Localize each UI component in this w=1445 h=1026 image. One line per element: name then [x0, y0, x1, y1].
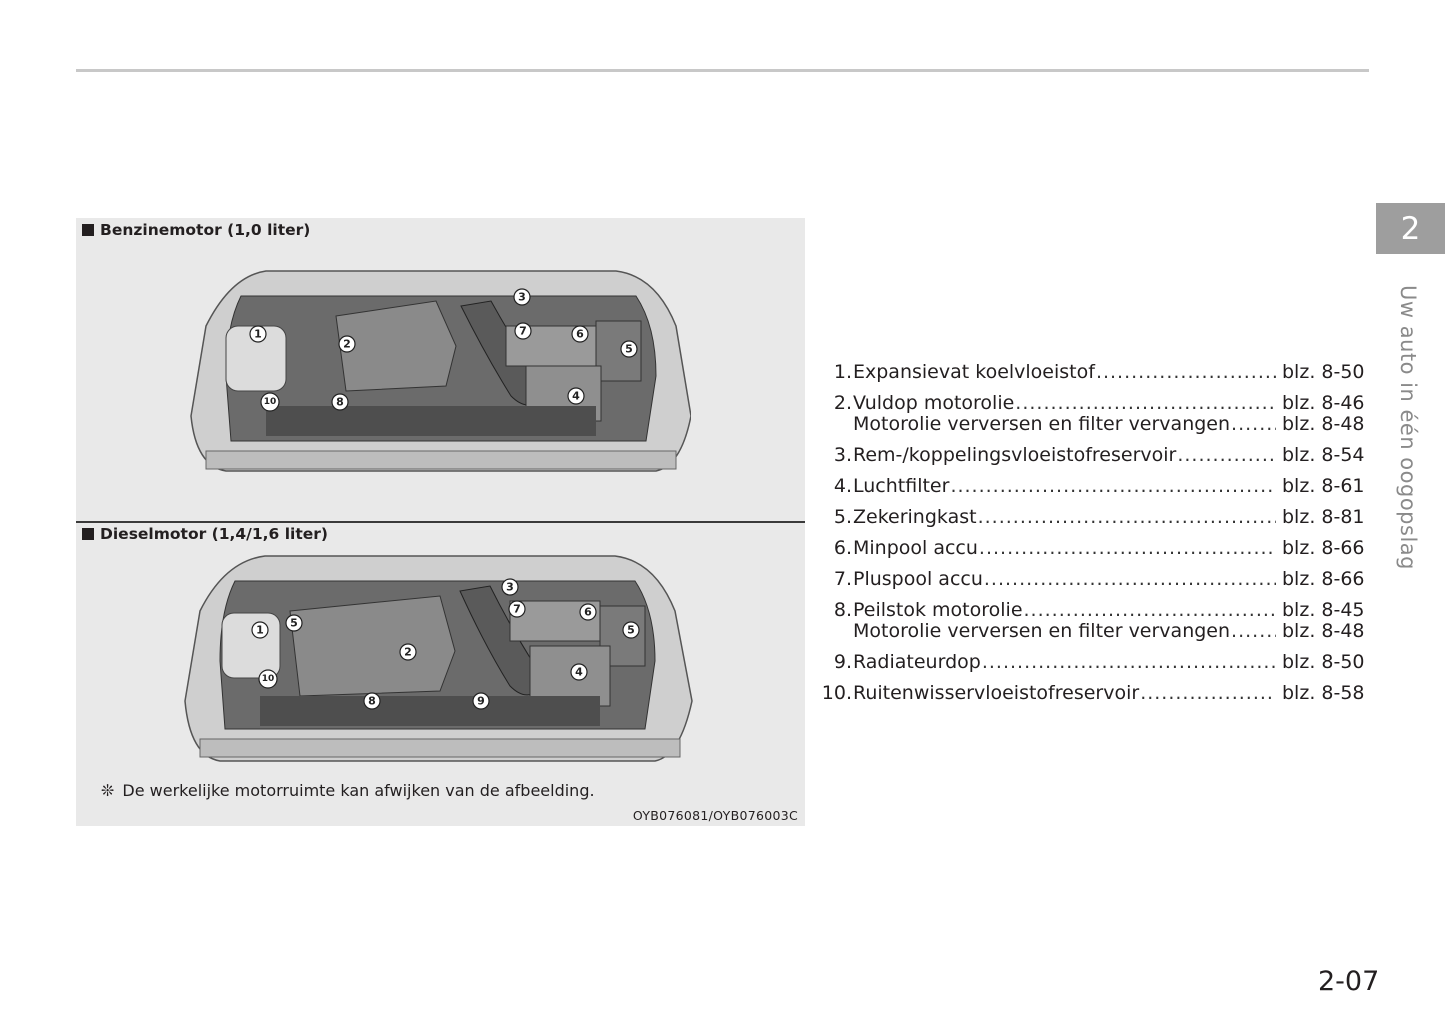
svg-text:3: 3 [506, 580, 514, 594]
diesel-engine-heading [82, 525, 328, 543]
list-item-label: Zekeringkast [853, 506, 977, 528]
page-number: 2-07 [1318, 966, 1380, 997]
page-reference: blz. 8-54 [1282, 444, 1365, 466]
svg-text:7: 7 [513, 602, 521, 616]
svg-text:4: 4 [575, 665, 583, 679]
svg-text:2: 2 [404, 645, 412, 659]
list-item: 4. Luchtfilter ..... blz. 8-61 [814, 476, 1364, 497]
figure-note [101, 781, 595, 800]
list-item: 1. Expansievat koelvloeistof ..... blz. 8-50 [814, 362, 1364, 383]
petrol-engine-heading-text: Benzinemotor (1,0 liter) [100, 221, 311, 239]
svg-text:8: 8 [368, 694, 376, 708]
square-bullet-icon [82, 224, 94, 236]
page-reference: blz. 8-48 [1282, 413, 1365, 435]
list-item-label: Minpool accu [853, 537, 978, 559]
list-item: 9. Radiateurdop ..... blz. 8-50 [814, 652, 1364, 673]
list-item: 7. Pluspool accu ..... blz. 8-66 [814, 569, 1364, 590]
list-item: 8. Peilstok motorolie ..... blz. 8-45 Motorolie verversen en filter vervangen ..... blz. 8-48 [814, 600, 1364, 642]
svg-text:1: 1 [256, 623, 264, 637]
petrol-engine-heading [82, 221, 310, 239]
list-item-sub-label: Motorolie verversen en filter vervangen [853, 413, 1231, 435]
list-item-label: Vuldop motorolie [853, 392, 1015, 414]
list-item: 2. Vuldop motorolie ..... blz. 8-46 Motorolie verversen en filter vervangen ..... blz. 8-48 [814, 393, 1364, 435]
list-item-label: Radiateurdop [853, 651, 981, 673]
petrol-engine-illustration [186, 266, 691, 488]
svg-text:4: 4 [572, 389, 580, 403]
svg-text:5: 5 [625, 342, 633, 356]
figure-code: OYB076081/OYB076003C [632, 808, 798, 823]
page-reference: blz. 8-66 [1282, 568, 1365, 590]
list-item-label: Peilstok motorolie [853, 599, 1023, 621]
asterisk-icon: ❊ [101, 781, 115, 800]
page-reference: blz. 8-58 [1282, 682, 1365, 704]
svg-text:6: 6 [576, 327, 584, 341]
component-list [814, 362, 1364, 714]
svg-text:10: 10 [263, 397, 277, 407]
page-reference: blz. 8-61 [1282, 475, 1365, 497]
page-reference: blz. 8-50 [1282, 361, 1365, 383]
chapter-tab: 2 [1376, 203, 1445, 254]
list-item-sub-label: Motorolie verversen en filter vervangen [853, 620, 1231, 642]
page-reference: blz. 8-81 [1282, 506, 1365, 528]
page-reference: blz. 8-50 [1282, 651, 1365, 673]
section-divider [76, 521, 805, 523]
list-item: 3. Rem-/koppelingsvloeistofreservoir ..... blz. 8-54 [814, 445, 1364, 466]
svg-text:8: 8 [336, 395, 344, 409]
list-item: 6. Minpool accu ..... blz. 8-66 [814, 538, 1364, 559]
svg-text:5: 5 [627, 623, 635, 637]
diesel-engine-heading-text: Dieselmotor (1,4/1,6 liter) [100, 525, 328, 543]
figure-note-text: De werkelijke motorruimte kan afwijken van de afbeelding. [122, 781, 595, 800]
list-item-label: Expansievat koelvloeistof [853, 361, 1095, 383]
svg-text:2: 2 [343, 337, 351, 351]
list-item: 5. Zekeringkast ..... blz. 8-81 [814, 507, 1364, 528]
page-reference: blz. 8-48 [1282, 620, 1365, 642]
list-item-label: Pluspool accu [853, 568, 983, 590]
list-item-label: Rem-/koppelingsvloeistofreservoir [853, 444, 1177, 466]
square-bullet-icon [82, 528, 94, 540]
svg-text:1: 1 [254, 327, 262, 341]
svg-text:9: 9 [477, 694, 485, 708]
diesel-engine-illustration [180, 551, 695, 776]
page-reference: blz. 8-45 [1282, 599, 1365, 621]
list-item: 10. Ruitenwisservloeistofreservoir ..... blz. 8-58 [814, 683, 1364, 704]
chapter-title: Uw auto in één oogopslag [1396, 285, 1420, 570]
svg-text:5: 5 [290, 616, 298, 630]
engine-figure-panel [76, 218, 805, 826]
svg-text:10: 10 [261, 674, 275, 684]
list-item-label: Ruitenwisservloeistofreservoir [853, 682, 1140, 704]
svg-text:3: 3 [518, 290, 526, 304]
svg-text:7: 7 [519, 324, 527, 338]
svg-text:6: 6 [584, 605, 592, 619]
list-item-label: Luchtfilter [853, 475, 950, 497]
header-rule [76, 69, 1369, 72]
page-reference: blz. 8-46 [1282, 392, 1365, 414]
page-reference: blz. 8-66 [1282, 537, 1365, 559]
